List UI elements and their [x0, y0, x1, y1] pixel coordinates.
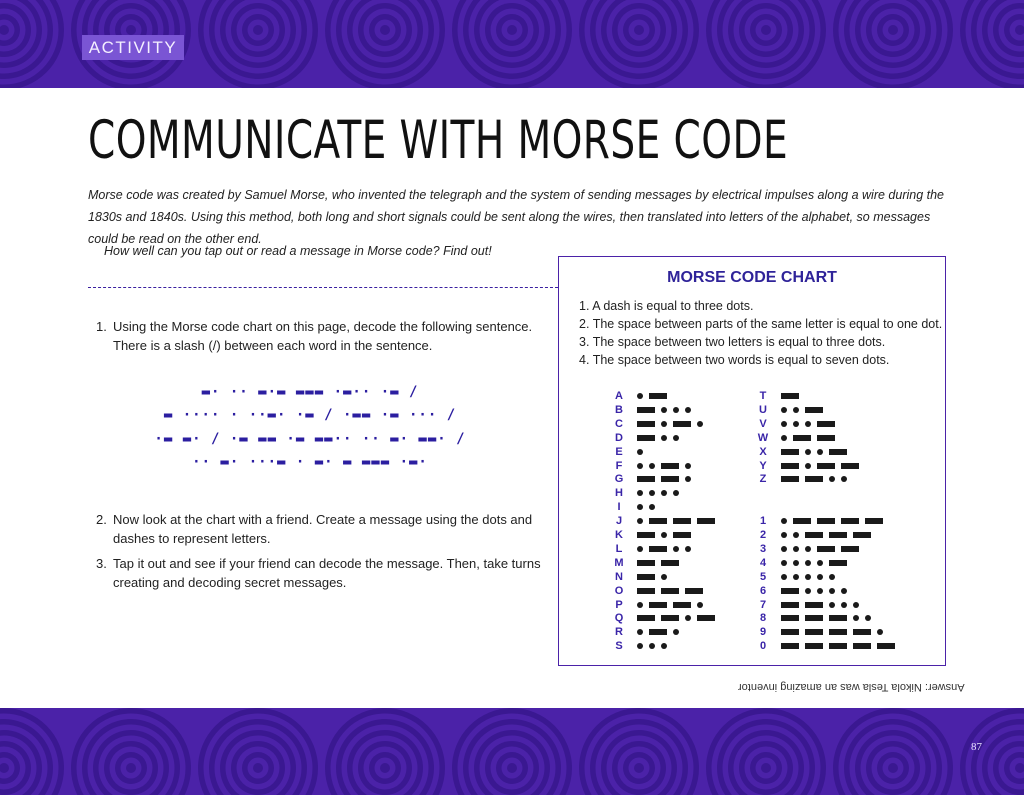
morse-dot: [877, 629, 883, 635]
morse-message-line-1: ▬· ·· ▬·▬ ▬▬▬ ·▬·· ·▬ /: [201, 384, 419, 400]
upside-down-answer: Answer: Nikola Tesla was an amazing inventor: [738, 681, 965, 693]
chart-code: [637, 518, 715, 524]
morse-dot: [637, 518, 643, 524]
chart-code: [637, 476, 691, 482]
morse-dot: [841, 476, 847, 482]
morse-dot: [793, 532, 799, 538]
morse-dash: [877, 643, 895, 649]
chart-title: MORSE CODE CHART: [667, 269, 837, 286]
morse-dot: [685, 476, 691, 482]
morse-dash: [697, 615, 715, 621]
chart-character: W: [757, 431, 769, 444]
morse-dot: [853, 615, 859, 621]
spiral-motif: [579, 0, 699, 88]
chart-row-b: [609, 403, 691, 417]
rule-item: [579, 333, 939, 351]
spiral-motif: [325, 708, 445, 795]
morse-dash: [841, 463, 859, 469]
chart-row-s: [609, 639, 667, 653]
chart-row-v: [753, 417, 835, 431]
chart-rules: [579, 297, 943, 369]
morse-dash: [817, 435, 835, 441]
chart-row-r: [609, 625, 679, 639]
dashed-divider: [88, 287, 558, 288]
chart-code: [781, 629, 883, 635]
chart-row-4: [753, 556, 847, 570]
step-text: Tap it out and see if your friend can decode the message. Then, take turns creating and decoding secret messages.: [113, 556, 541, 590]
chart-character: 5: [759, 570, 767, 583]
rule-number: 2.: [579, 317, 590, 331]
morse-dash: [637, 532, 655, 538]
chart-character: 6: [759, 584, 767, 597]
morse-dot: [685, 407, 691, 413]
chart-character: 2: [759, 529, 767, 541]
morse-dash: [781, 449, 799, 455]
morse-dash: [781, 602, 799, 608]
chart-code: [637, 588, 703, 594]
chart-row-g: [609, 472, 691, 486]
chart-row-n: [609, 570, 667, 584]
chart-character: B: [615, 403, 623, 416]
morse-dash: [685, 588, 703, 594]
morse-dash: [661, 560, 679, 566]
chart-character: O: [614, 584, 624, 597]
chart-code: [781, 574, 835, 580]
morse-dash: [829, 449, 847, 455]
chart-row-5: [753, 570, 835, 584]
spiral-motif: [960, 708, 1024, 795]
morse-dot: [841, 602, 847, 608]
chart-row-h: [609, 486, 679, 500]
morse-dot: [865, 615, 871, 621]
morse-dash: [637, 574, 655, 580]
morse-dash: [841, 518, 859, 524]
chart-character: S: [615, 640, 623, 653]
chart-row-u: [753, 403, 823, 417]
morse-dash: [661, 588, 679, 594]
morse-message-line-2: ▬ ···· · ··▬· ·▬ / ·▬▬ ·▬ ··· /: [163, 407, 457, 423]
morse-dot: [673, 629, 679, 635]
morse-dash: [781, 629, 799, 635]
morse-dash: [697, 518, 715, 524]
spiral-motif: [960, 0, 1024, 88]
chart-character: H: [615, 487, 623, 500]
step-number: 2.: [96, 512, 107, 527]
morse-dot: [637, 629, 643, 635]
chart-character: J: [615, 515, 623, 528]
morse-dash: [673, 421, 691, 427]
morse-dot: [781, 407, 787, 413]
morse-dash: [637, 588, 655, 594]
morse-dash: [637, 421, 655, 427]
chart-row-2: [753, 528, 871, 542]
chart-row-f: [609, 459, 691, 473]
morse-dot: [793, 574, 799, 580]
chart-character: 3: [759, 542, 767, 555]
chart-row-y: [753, 459, 859, 473]
morse-dash: [829, 615, 847, 621]
chart-character: N: [615, 570, 623, 583]
rule-number: 1.: [579, 299, 590, 313]
chart-row-m: [609, 556, 679, 570]
morse-dot: [817, 560, 823, 566]
spiral-motif: [71, 708, 191, 795]
spiral-motif: [706, 0, 826, 88]
morse-dot: [793, 407, 799, 413]
step-number: 3.: [96, 556, 107, 571]
morse-dash: [817, 546, 835, 552]
spiral-motif: [452, 708, 572, 795]
chart-code: [637, 435, 679, 441]
rule-item: [579, 315, 943, 333]
morse-dot: [793, 421, 799, 427]
chart-code: [637, 407, 691, 413]
morse-dot: [817, 449, 823, 455]
morse-dot: [805, 560, 811, 566]
morse-dot: [781, 518, 787, 524]
morse-dash: [673, 518, 691, 524]
chart-character: U: [759, 403, 767, 416]
morse-dot: [853, 602, 859, 608]
chart-code: [781, 602, 859, 608]
morse-dash: [829, 560, 847, 566]
chart-code: [781, 588, 847, 594]
rule-item: [579, 297, 939, 315]
morse-dash: [829, 643, 847, 649]
morse-dash: [805, 615, 823, 621]
morse-dash: [805, 602, 823, 608]
chart-character: 9: [759, 626, 767, 639]
rule-number: 3.: [579, 335, 590, 349]
morse-dot: [841, 588, 847, 594]
morse-dot: [805, 449, 811, 455]
rule-number: 4.: [579, 353, 590, 367]
morse-dot: [805, 588, 811, 594]
chart-row-l: [609, 542, 691, 556]
morse-dot: [637, 602, 643, 608]
chart-row-0: [753, 639, 895, 653]
chart-code: [637, 546, 691, 552]
morse-dash: [853, 629, 871, 635]
chart-character: F: [615, 459, 623, 472]
step-number: 1.: [96, 319, 107, 334]
morse-dot: [637, 490, 643, 496]
rule-text: The space between two letters is equal to three dots.: [592, 335, 886, 349]
morse-dash: [649, 602, 667, 608]
morse-dot: [637, 546, 643, 552]
page-number: 87: [971, 741, 982, 753]
morse-dot: [661, 407, 667, 413]
chart-row-t: [753, 389, 799, 403]
intro-paragraph: Morse code was created by Samuel Morse, who invented the telegraph and the system of sending messages by electrical impulses along a wire during the 1830s and 1840s. Using this method, both long and short signals could be sent along the wires, then translated into letters of the alphabet, so messages could be read on the other end.: [88, 188, 945, 246]
chart-code: [637, 615, 715, 621]
chart-code: [781, 518, 883, 524]
morse-code-chart: [558, 256, 946, 666]
spiral-motif: [198, 708, 318, 795]
morse-dot: [829, 574, 835, 580]
rule-text: The space between two words is equal to seven dots.: [592, 353, 890, 367]
chart-row-c: [609, 417, 703, 431]
morse-dot: [805, 546, 811, 552]
chart-character: D: [615, 431, 623, 444]
morse-dot: [805, 463, 811, 469]
morse-dot: [661, 421, 667, 427]
morse-dash: [805, 476, 823, 482]
morse-dash: [865, 518, 883, 524]
morse-dash: [805, 629, 823, 635]
morse-dot: [637, 449, 643, 455]
morse-dash: [781, 615, 799, 621]
morse-dash: [793, 518, 811, 524]
morse-dot: [829, 588, 835, 594]
step-2: [96, 510, 553, 548]
chart-character: 7: [759, 598, 767, 611]
chart-character: K: [615, 529, 623, 541]
morse-dash: [781, 393, 799, 399]
morse-dot: [637, 393, 643, 399]
chart-code: [637, 421, 703, 427]
chart-code: [781, 546, 859, 552]
morse-message-line-3: ·▬ ▬· / ·▬ ▬▬ ·▬ ▬▬·· ·· ▬· ▬▬· /: [154, 431, 466, 447]
chart-character: Q: [614, 612, 624, 625]
chart-code: [781, 615, 871, 621]
morse-dash: [637, 476, 655, 482]
chart-code: [637, 463, 691, 469]
chart-row-j: [609, 514, 715, 528]
chart-row-i: [609, 500, 655, 514]
morse-dot: [781, 546, 787, 552]
morse-dot: [817, 574, 823, 580]
morse-dash: [793, 435, 811, 441]
chart-character: 0: [759, 640, 767, 653]
chart-character: C: [615, 417, 623, 430]
chart-code: [637, 490, 679, 496]
morse-dot: [817, 588, 823, 594]
chart-code: [637, 643, 667, 649]
morse-dot: [781, 421, 787, 427]
morse-dot: [805, 574, 811, 580]
chart-row-k: [609, 528, 691, 542]
spiral-motif: [706, 708, 826, 795]
morse-dash: [829, 629, 847, 635]
morse-message-line-4: ·· ▬· ···▬ · ▬· ▬ ▬▬▬ ·▬·: [192, 454, 428, 470]
chart-row-a: [609, 389, 667, 403]
spiral-motif: [325, 0, 445, 88]
morse-dash: [637, 435, 655, 441]
morse-dash: [805, 532, 823, 538]
morse-dash: [637, 615, 655, 621]
morse-dot: [637, 504, 643, 510]
chart-row-3: [753, 542, 859, 556]
chart-code: [781, 407, 823, 413]
morse-dash: [781, 463, 799, 469]
chart-row-q: [609, 611, 715, 625]
step-1: [96, 317, 553, 355]
step-3: [96, 554, 553, 592]
chart-row-e: [609, 445, 643, 459]
morse-dash: [637, 407, 655, 413]
morse-dot: [829, 476, 835, 482]
morse-dot: [661, 574, 667, 580]
page-title: COMMUNICATE WITH MORSE CODE: [88, 110, 789, 171]
chart-code: [637, 574, 667, 580]
morse-dash: [853, 643, 871, 649]
morse-dot: [673, 490, 679, 496]
morse-dot: [793, 560, 799, 566]
chart-character: 8: [759, 612, 767, 625]
morse-dash: [649, 629, 667, 635]
morse-dash: [781, 588, 799, 594]
spiral-pattern-bottom: [0, 708, 1024, 795]
morse-dash: [649, 518, 667, 524]
morse-dot: [781, 560, 787, 566]
chart-row-7: [753, 598, 859, 612]
chart-character: 1: [759, 515, 767, 528]
step-text: Using the Morse code chart on this page, decode the following sentence. There is a slash (/) between each word in the sentence.: [113, 319, 533, 353]
morse-dot: [685, 546, 691, 552]
morse-dot: [637, 643, 643, 649]
morse-dot: [661, 643, 667, 649]
morse-dot: [781, 574, 787, 580]
chart-character: A: [615, 390, 623, 402]
chart-character: P: [615, 598, 623, 611]
chart-code: [637, 560, 679, 566]
chart-code: [781, 532, 871, 538]
chart-code: [781, 449, 847, 455]
rule-item: [579, 351, 939, 369]
morse-dash: [853, 532, 871, 538]
morse-dot: [685, 463, 691, 469]
activity-tag: ACTIVITY: [82, 35, 184, 60]
morse-dot: [649, 490, 655, 496]
chart-row-w: [753, 431, 835, 445]
chart-character: 4: [759, 556, 767, 569]
morse-dash: [637, 560, 655, 566]
step-text: Now look at the chart with a friend. Create a message using the dots and dashes to represent letters.: [113, 512, 533, 546]
chart-character: X: [759, 445, 767, 458]
morse-dash: [817, 421, 835, 427]
chart-code: [781, 435, 835, 441]
chart-character: M: [614, 556, 624, 569]
chart-row-x: [753, 445, 847, 459]
morse-dash: [661, 615, 679, 621]
chart-code: [781, 421, 835, 427]
chart-row-p: [609, 598, 703, 612]
morse-dot: [661, 490, 667, 496]
chart-character: L: [615, 542, 623, 555]
morse-dot: [673, 407, 679, 413]
chart-code: [781, 476, 847, 482]
spiral-motif: [0, 708, 64, 795]
morse-dot: [697, 421, 703, 427]
morse-dash: [817, 518, 835, 524]
chart-row-d: [609, 431, 679, 445]
chart-code: [637, 629, 679, 635]
rule-text: The space between parts of the same letter is equal to one dot.: [592, 317, 943, 331]
prompt-text: How well can you tap out or read a message in Morse code? Find out!: [104, 244, 492, 258]
morse-dot: [649, 463, 655, 469]
spiral-motif: [0, 0, 64, 88]
spiral-motif: [198, 0, 318, 88]
chart-row-o: [609, 584, 703, 598]
morse-dash: [649, 393, 667, 399]
morse-dot: [793, 546, 799, 552]
morse-dash: [673, 532, 691, 538]
morse-dash: [781, 476, 799, 482]
morse-dot: [661, 532, 667, 538]
footer-band: [0, 708, 1024, 795]
morse-dash: [805, 643, 823, 649]
morse-dot: [649, 643, 655, 649]
chart-code: [781, 393, 799, 399]
morse-dash: [805, 407, 823, 413]
spiral-motif: [833, 0, 953, 88]
chart-character: Y: [759, 459, 767, 472]
chart-character: E: [615, 445, 623, 458]
morse-dash: [781, 643, 799, 649]
chart-code: [637, 602, 703, 608]
morse-dot: [685, 615, 691, 621]
morse-dot: [781, 532, 787, 538]
morse-dash: [841, 546, 859, 552]
spiral-motif: [452, 0, 572, 88]
chart-character: R: [615, 626, 623, 639]
chart-row-9: [753, 625, 883, 639]
morse-dot: [697, 602, 703, 608]
chart-row-z: [753, 472, 847, 486]
spiral-motif: [579, 708, 699, 795]
morse-dash: [661, 463, 679, 469]
morse-dash: [661, 476, 679, 482]
chart-character: Z: [759, 473, 767, 486]
chart-code: [637, 393, 667, 399]
morse-dash: [673, 602, 691, 608]
morse-dot: [661, 435, 667, 441]
chart-code: [781, 463, 859, 469]
spiral-motif: [833, 708, 953, 795]
chart-row-6: [753, 584, 847, 598]
chart-code: [781, 643, 895, 649]
chart-code: [637, 504, 655, 510]
morse-dot: [781, 435, 787, 441]
chart-character: G: [614, 473, 624, 486]
chart-row-8: [753, 611, 871, 625]
chart-code: [781, 560, 847, 566]
rule-text: A dash is equal to three dots.: [592, 299, 754, 313]
morse-dot: [805, 421, 811, 427]
chart-character: V: [759, 417, 767, 430]
chart-character: T: [759, 390, 767, 402]
chart-code: [637, 532, 691, 538]
morse-dash: [817, 463, 835, 469]
chart-row-1: [753, 514, 883, 528]
chart-character: I: [617, 501, 621, 514]
chart-code: [637, 449, 643, 455]
morse-dot: [829, 602, 835, 608]
morse-dash: [829, 532, 847, 538]
morse-dot: [637, 463, 643, 469]
morse-dot: [673, 546, 679, 552]
morse-dot: [649, 504, 655, 510]
morse-dash: [649, 546, 667, 552]
morse-dot: [673, 435, 679, 441]
